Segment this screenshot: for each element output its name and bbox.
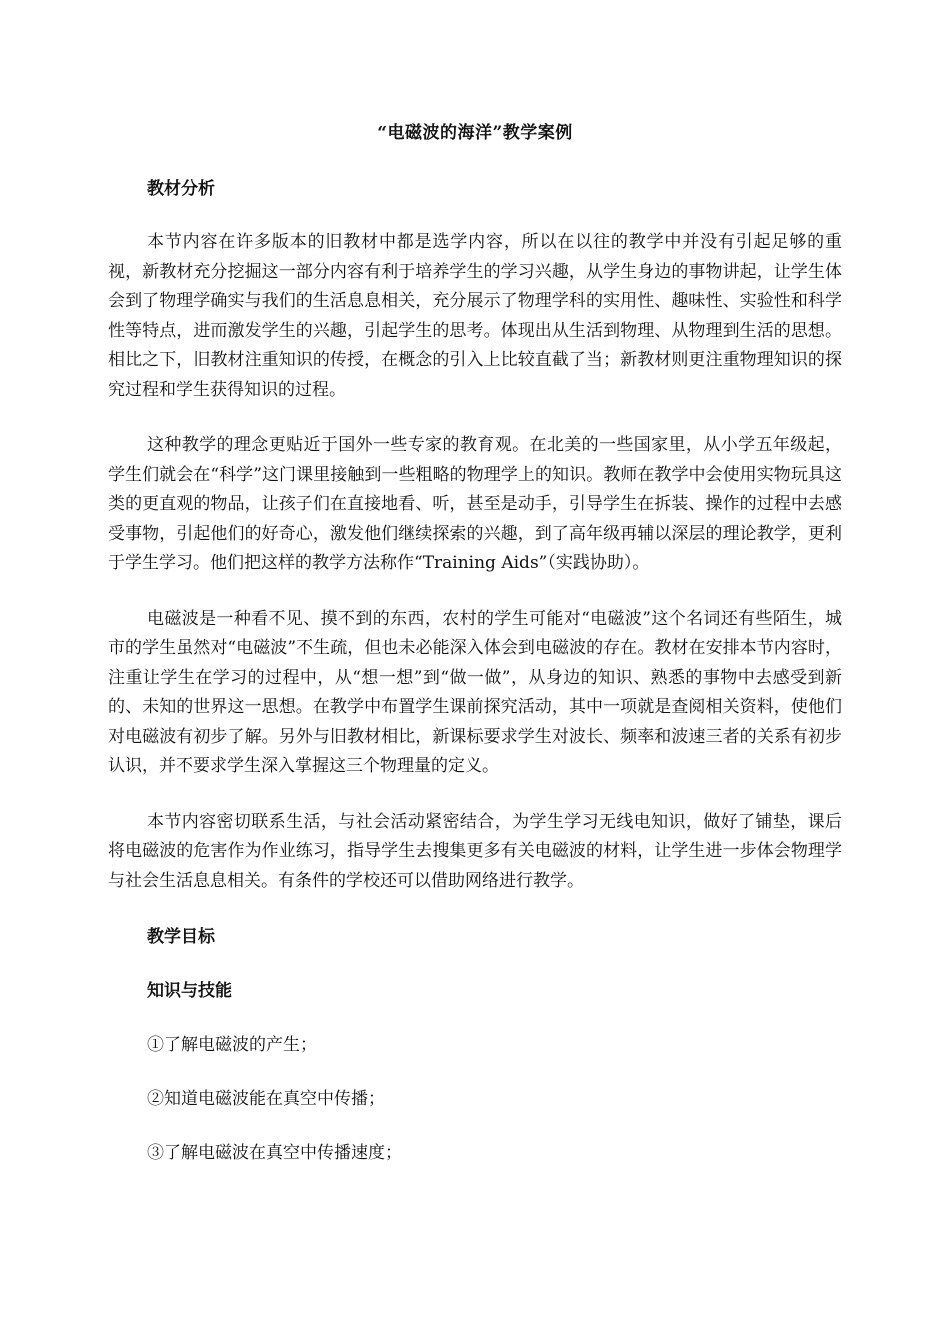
list-item: ①了解电磁波的产生； [147,1035,317,1055]
paragraph: 电磁波是一种看不见、摸不到的东西，农村的学生可能对“电磁波”这个名词还有些陌生，城市的学生虽然对“电磁波”不生疏，但也未必能深入体会到电磁波的存在。教材在安排本节内容时，注重让学生在学习的过程中，从“想一想”到“做一做”，从身边的知识、熟悉的事物中去感受到新的、未知的世界这一思想。在教学中布置学生课前探究活动，其中一项就是查阅相关资料，使他们对电磁波有初步了解。另外与旧教材相比，新课标要求学生对波长、频率和波速三者的关系有初步认识，并不要求学生深入掌握这三个物理量的定义。 [108,608,842,776]
subheading-knowledge-skills: 知识与技能 [147,981,232,1001]
document-page [108,118,842,1192]
list-item: ③了解电磁波在真空中传播速度； [147,1143,402,1163]
document-title: “电磁波的海洋”教学案例 [377,123,573,143]
paragraph: 这种教学的理念更贴近于国外一些专家的教育观。在北美的一些国家里，从小学五年级起，学生们就会在“科学”这门课里接触到一些粗略的物理学上的知识。教师在教学中会使用实物玩具这类的更直观的物品，让孩子们在直接地看、听，甚至是动手，引导学生在拆装、操作的过程中去感受事物，引起他们的好奇心，激发他们继续探索的兴趣，到了高年级再辅以深层的理论教学，更利于学生学习。他们把这样的教学方法称作“Training Aids”（实践协助）。 [108,435,842,573]
list-item: ②知道电磁波能在真空中传播； [147,1089,385,1109]
paragraph: 本节内容密切联系生活，与社会活动紧密结合，为学生学习无线电知识，做好了铺垫，课后将电磁波的危害作为作业练习，指导学生去搜集更多有关电磁波的材料，让学生进一步体会物理学与社会生活息息相关。有条件的学校还可以借助网络进行教学。 [108,811,842,891]
section-heading-teaching-goals: 教学目标 [147,927,215,947]
section-heading-textbook-analysis: 教材分析 [147,179,215,199]
paragraph: 本节内容在许多版本的旧教材中都是选学内容，所以在以往的教学中并没有引起足够的重视，新教材充分挖掘这一部分内容有利于培养学生的学习兴趣，从学生身边的事物讲起，让学生体会到了物理学确实与我们的生活息息相关，充分展示了物理学科的实用性、趣味性、实验性和科学性等特点，进而激发学生的兴趣，引起学生的思考。体现出从生活到物理、从物理到生活的思想。相比之下，旧教材注重知识的传授，在概念的引入上比较直截了当；新教材则更注重物理知识的探究过程和学生获得知识的过程。 [108,232,842,400]
